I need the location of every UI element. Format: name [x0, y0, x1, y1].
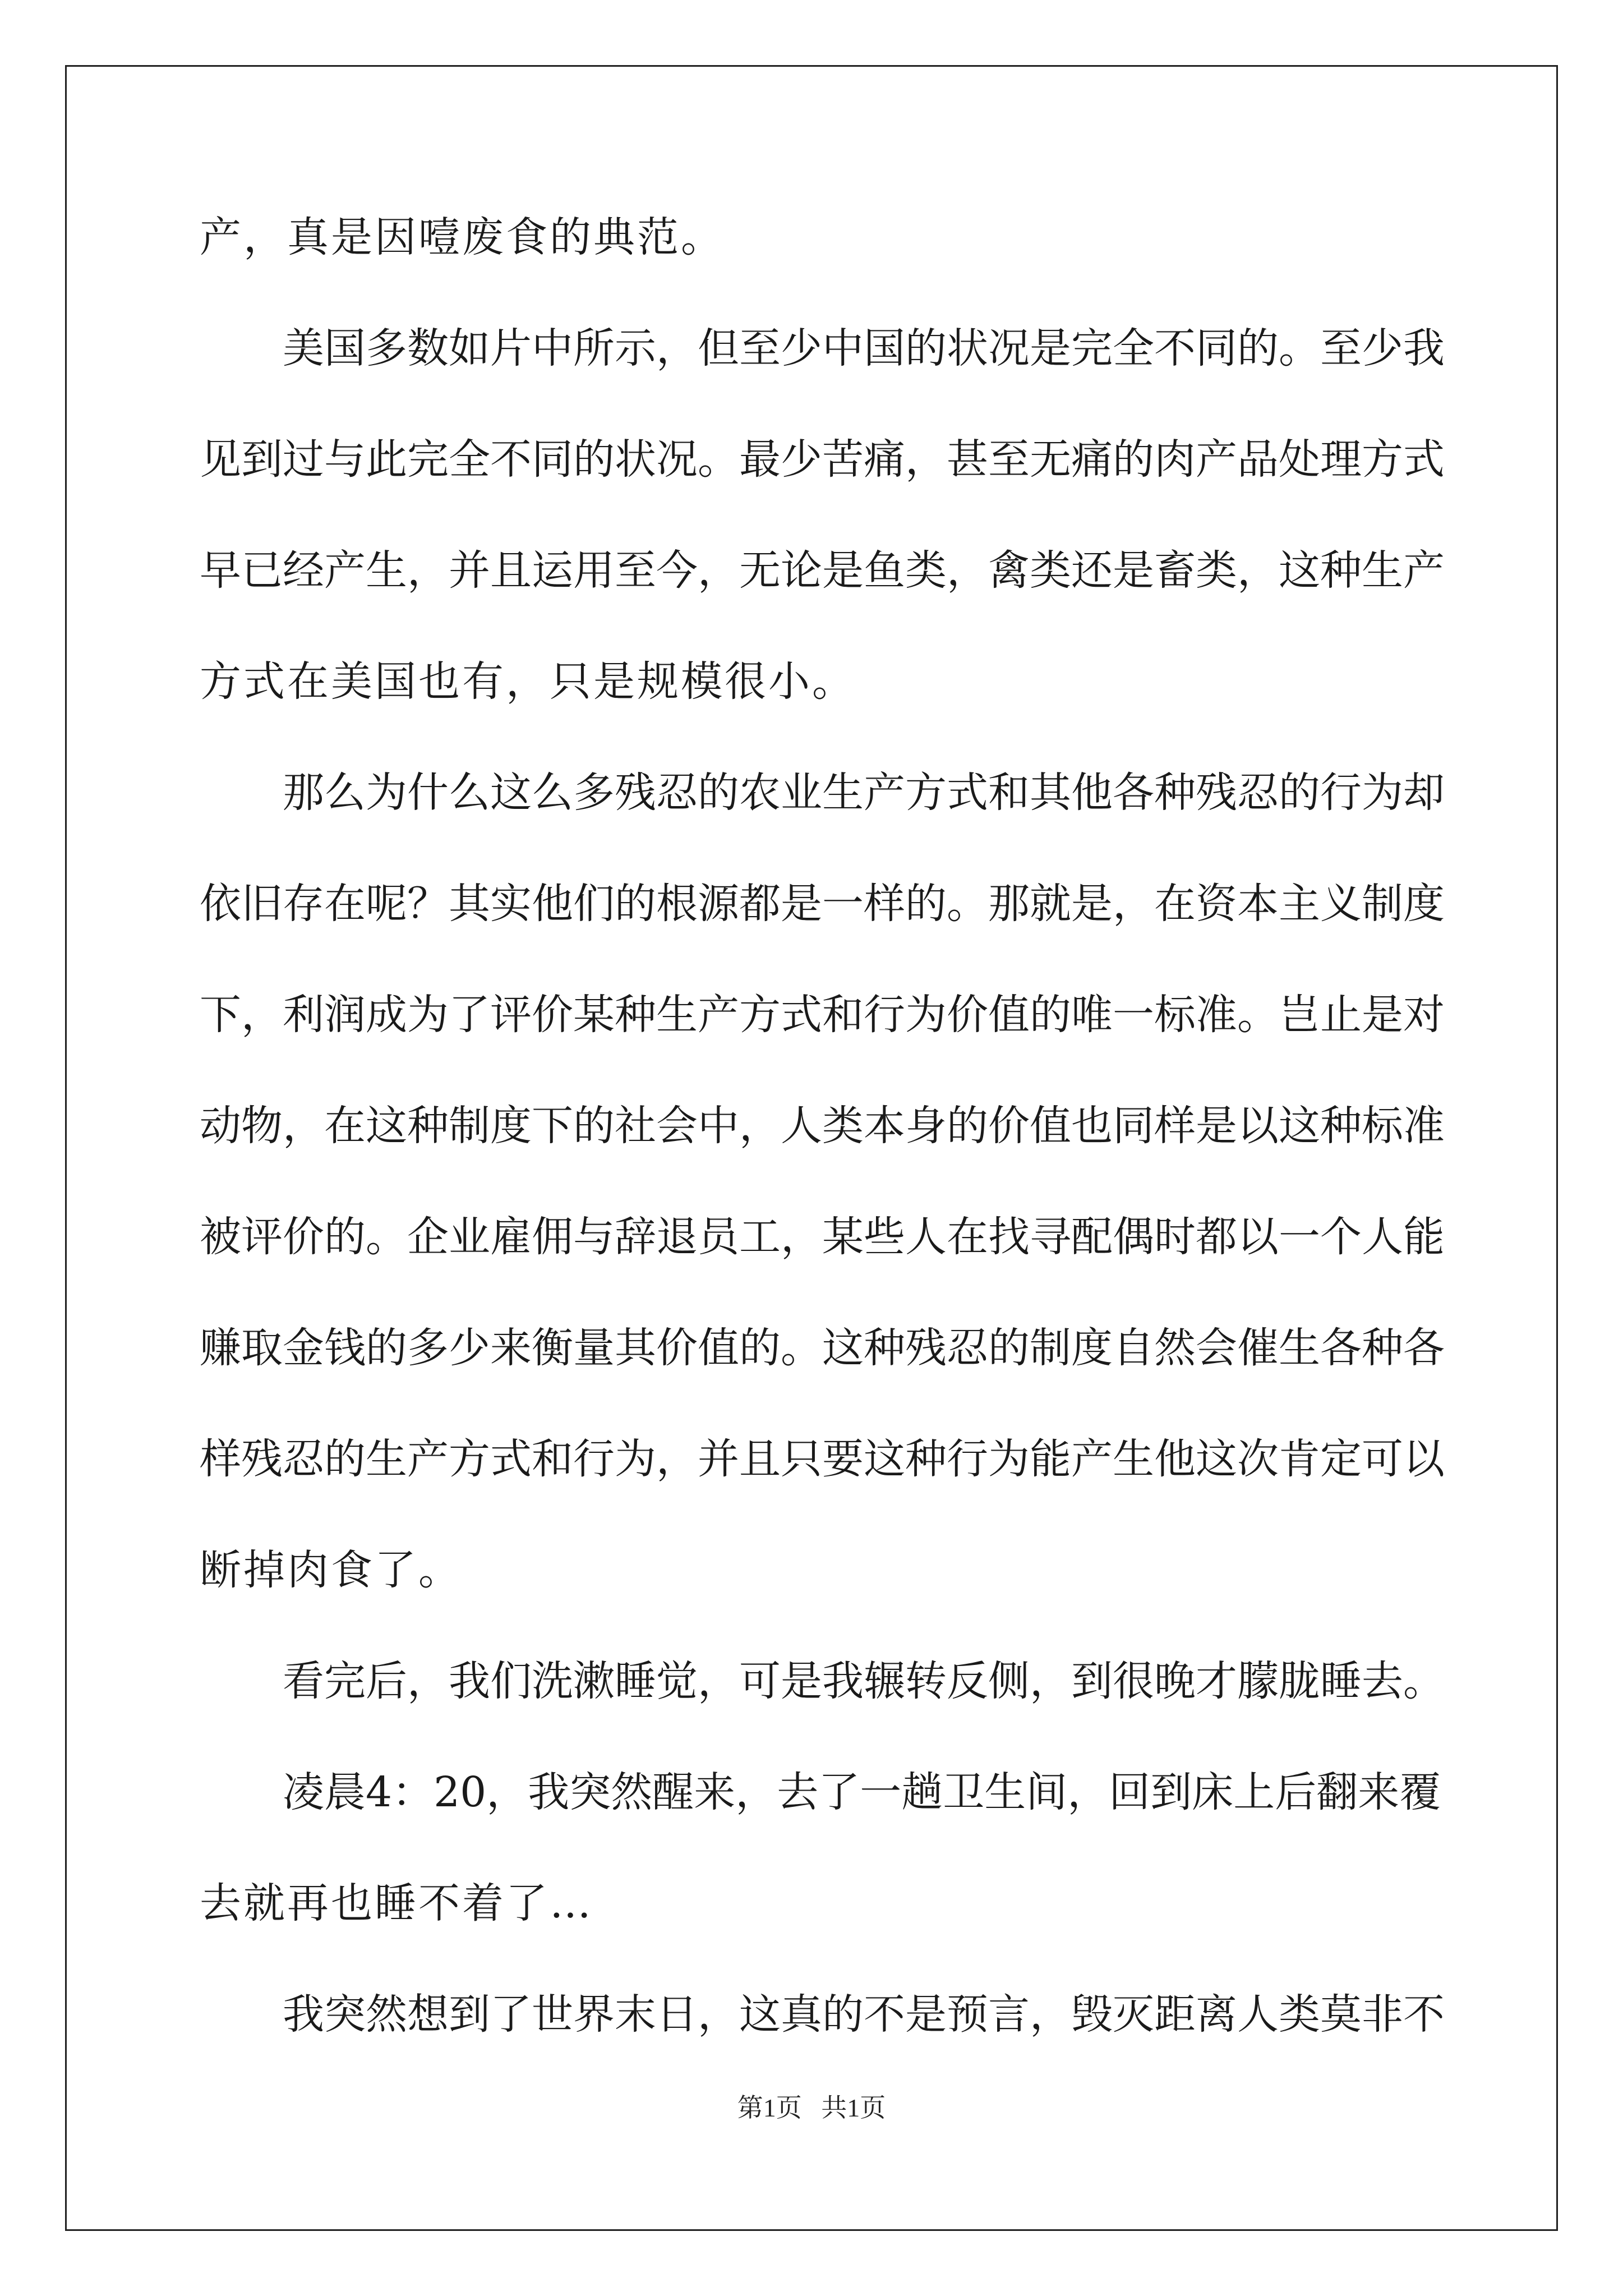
text-line: 被评价的。企业雇佣与辞退员工，某些人在找寻配偶时都以一个人能: [200, 1213, 1445, 1261]
text-line: 赚取金钱的多少来衡量其价值的。这种残忍的制度自然会催生各种各: [200, 1324, 1445, 1372]
text-line: 见到过与此完全不同的状况。最少苦痛，甚至无痛的肉产品处理方式: [200, 435, 1445, 484]
text-line: 我突然想到了世界末日，这真的不是预言，毁灭距离人类莫非不: [283, 1990, 1445, 2039]
text-line: 产，真是因噎废食的典范。: [200, 213, 725, 261]
text-line: 动物，在这种制度下的社会中，人类本身的价值也同样是以这种标准: [200, 1102, 1445, 1150]
text-line: 凌晨4：20，我突然醒来，去了一趟卫生间，回到床上后翻来覆: [283, 1768, 1441, 1816]
text-line: 去就再也睡不着了…: [200, 1879, 593, 1927]
text-line: 早已经产生，并且运用至今，无论是鱼类，禽类还是畜类，这种生产: [200, 546, 1445, 595]
text-line: 方式在美国也有，只是规模很小。: [200, 657, 856, 706]
text-line: 样残忍的生产方式和行为，并且只要这种行为能产生他这次肯定可以: [200, 1435, 1445, 1483]
text-line: 那么为什么这么多残忍的农业生产方式和其他各种残忍的行为却: [283, 769, 1445, 817]
text-line: 断掉肉食了。: [200, 1546, 462, 1594]
page-number-footer: 第1页 共1页: [737, 2093, 886, 2122]
text-line: 下，利润成为了评价某种生产方式和行为价值的唯一标准。岂止是对: [200, 991, 1445, 1039]
text-line: 看完后，我们洗漱睡觉，可是我辗转反侧，到很晚才朦胧睡去。: [283, 1657, 1445, 1705]
text-line: 依旧存在呢？其实他们的根源都是一样的。那就是，在资本主义制度: [200, 880, 1445, 928]
text-line: 美国多数如片中所示，但至少中国的状况是完全不同的。至少我: [283, 324, 1445, 372]
